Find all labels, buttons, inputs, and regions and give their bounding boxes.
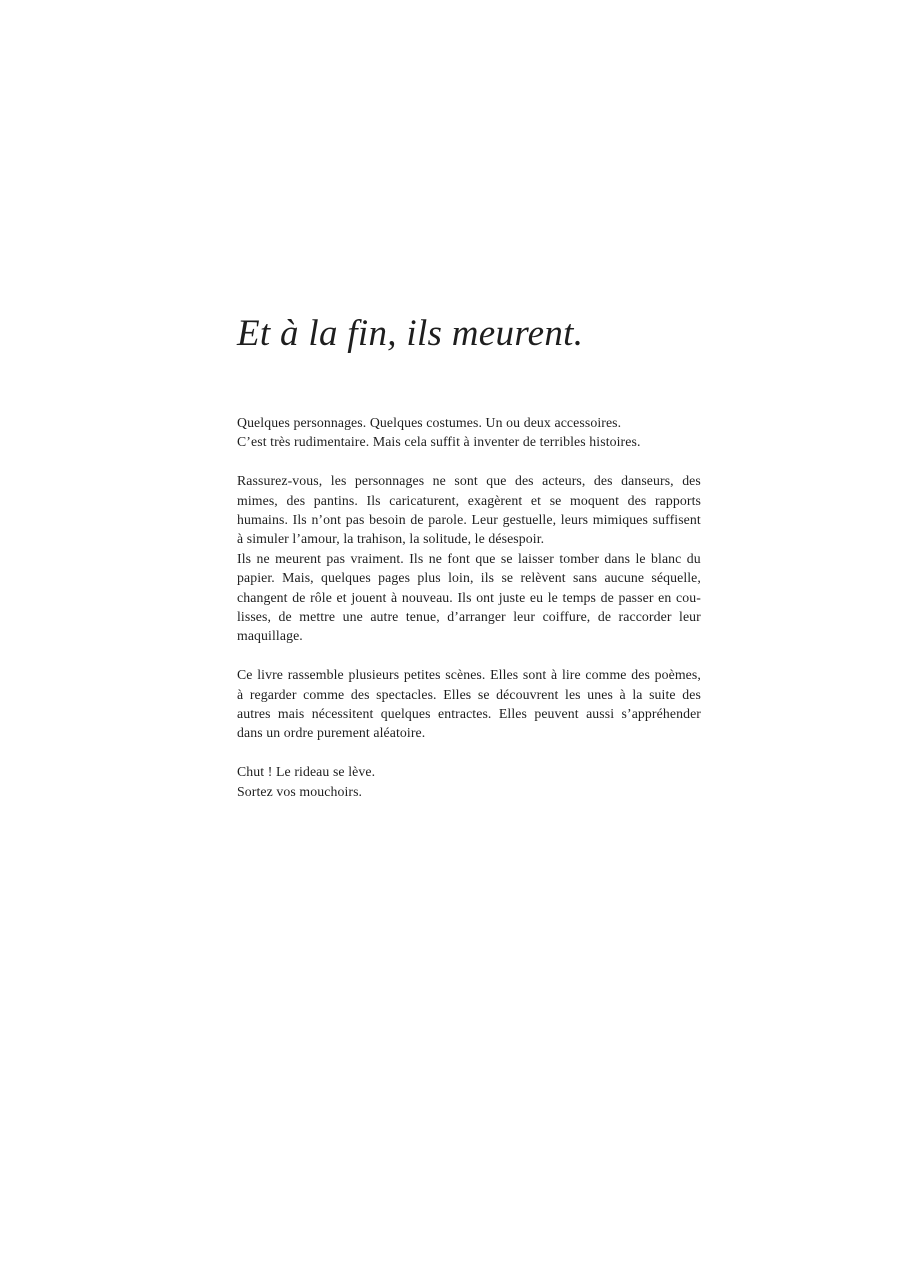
closing-paragraph bbox=[237, 762, 701, 801]
paragraph-ce-livre bbox=[237, 665, 701, 743]
text-line: C’est très rudimentaire. Mais cela suffit à inventer de terribles histoires. bbox=[237, 434, 641, 450]
text-line: mimes, des pantins. Ils caricaturent, exagèrent et se moquent des rapports bbox=[237, 492, 701, 508]
text-line: Ce livre rassemble plusieurs petites scènes. Elles sont à lire comme des poèmes, bbox=[237, 667, 701, 683]
text-line: lisses, de mettre une autre tenue, d’arranger leur coiffure, de raccorder leur bbox=[237, 609, 701, 625]
text-line: Ils ne meurent pas vraiment. Ils ne font que se laisser tomber dans le blanc du bbox=[237, 550, 701, 566]
text-line: à regarder comme des spectacles. Elles se découvrent les unes à la suite des bbox=[237, 686, 701, 702]
paragraph-personnages bbox=[237, 471, 701, 549]
text-line: papier. Mais, quelques pages plus loin, ils se relèvent sans aucune séquelle, bbox=[237, 570, 701, 586]
text-line: changent de rôle et jouent à nouveau. Ils ont juste eu le temps de passer en cou- bbox=[237, 589, 701, 605]
paragraph-ils-ne-meurent bbox=[237, 549, 701, 646]
intro-paragraph bbox=[237, 413, 701, 452]
text-line: dans un ordre purement aléatoire. bbox=[237, 725, 426, 741]
text-line: Quelques personnages. Quelques costumes. Un ou deux accessoires. bbox=[237, 415, 622, 430]
page-text-block bbox=[237, 413, 701, 801]
text-line: humains. Ils n’ont pas besoin de parole. Leur gestuelle, leurs mimiques suffisent bbox=[237, 512, 701, 528]
text-line: maquillage. bbox=[237, 628, 303, 644]
text-line: Rassurez-vous, les personnages ne sont que des acteurs, des danseurs, des bbox=[237, 473, 701, 489]
text-line: à simuler l’amour, la trahison, la solitude, le désespoir. bbox=[237, 531, 545, 547]
text-line: autres mais nécessitent quelques entractes. Elles peuvent aussi s’appréhender bbox=[237, 706, 701, 722]
text-line: Sortez vos mouchoirs. bbox=[237, 783, 363, 799]
page-title: Et à la fin, ils meurent. bbox=[237, 313, 584, 354]
text-line: Chut ! Le rideau se lève. bbox=[237, 764, 376, 780]
